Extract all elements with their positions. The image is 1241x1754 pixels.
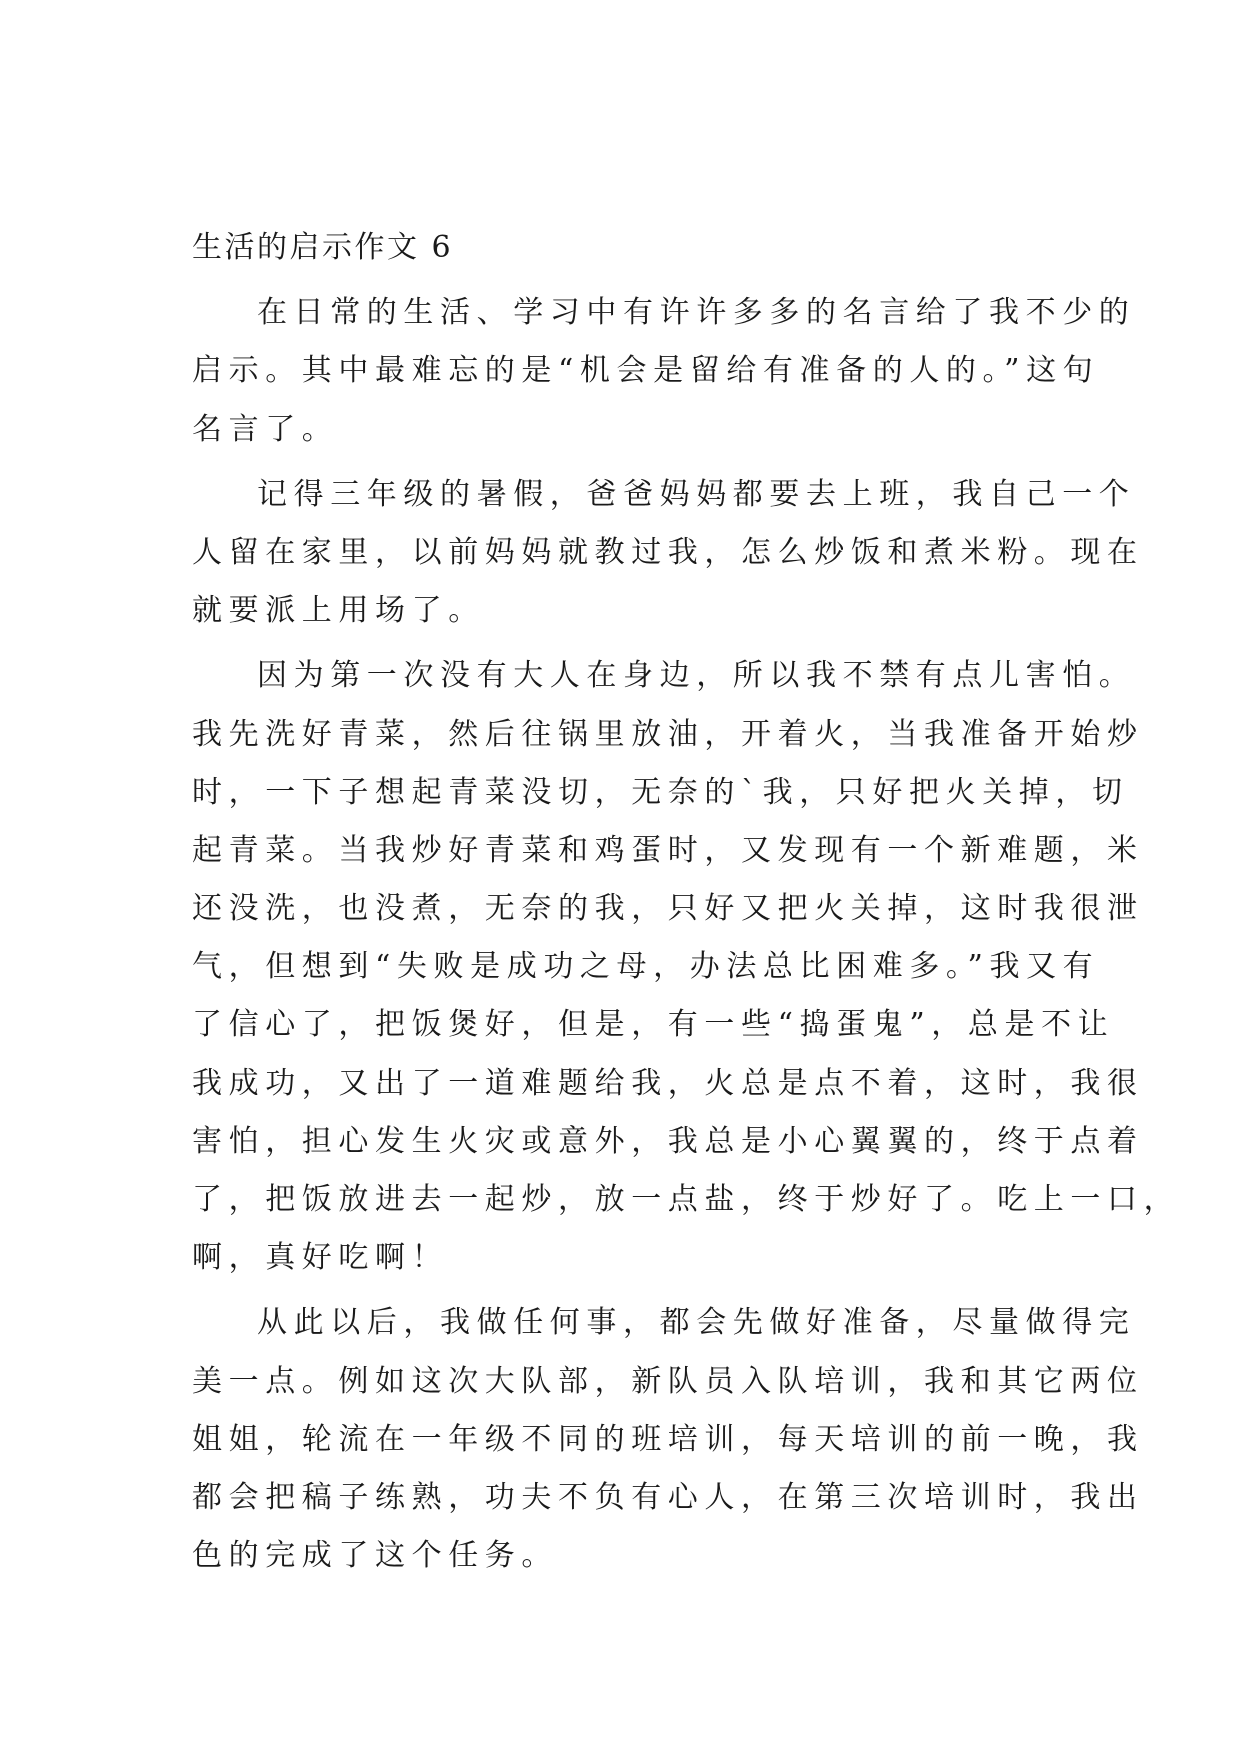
paragraph-line: 姐姐，轮流在一年级不同的班培训，每天培训的前一晚，我: [192, 1421, 1144, 1457]
paragraph-line: 啊，真好吃啊！: [192, 1240, 449, 1276]
paragraph-line: 气，但想到“失败是成功之母，办法总比困难多。”我又有: [192, 949, 1100, 985]
paragraph-4: [192, 1294, 1144, 1585]
paragraph-line: 因为第一次没有大人在身边，所以我不禁有点儿害怕。: [257, 658, 1136, 694]
paragraph-line: 害怕，担心发生火灾或意外，我总是小心翼翼的，终于点着: [192, 1123, 1144, 1159]
paragraph-line: 我成功，又出了一道难题给我，火总是点不着，这时，我很: [192, 1065, 1144, 1101]
paragraph-line: 在日常的生活、学习中有许许多多的名言给了我不少的: [257, 295, 1136, 331]
paragraph-spacer: [192, 640, 1052, 647]
paragraph-line: 色的完成了这个任务。: [192, 1538, 558, 1574]
paragraph-line: 人留在家里，以前妈妈就教过我，怎么炒饭和煮米粉。现在: [192, 534, 1144, 570]
paragraph-line: 从此以后，我做任何事，都会先做好准备，尽量做得完: [257, 1305, 1136, 1341]
paragraph-spacer: [192, 1287, 1052, 1294]
paragraph-line: 都会把稿子练熟，功夫不负有心人，在第三次培训时，我出: [192, 1479, 1144, 1515]
paragraph-line: 起青菜。当我炒好青菜和鸡蛋时，又发现有一个新难题，米: [192, 832, 1144, 868]
paragraph-line: 名言了。: [192, 411, 339, 447]
paragraph-line: 了，把饭放进去一起炒，放一点盐，终于炒好了。吃上一口，: [192, 1182, 1181, 1217]
paragraph-line: 启示。其中最难忘的是“机会是留给有准备的人的。”这句: [192, 353, 1100, 389]
paragraph-line: 了信心了，把饭煲好，但是，有一些“捣蛋鬼”，总是不让: [192, 1007, 1115, 1043]
paragraph-spacer: [192, 459, 1052, 466]
paragraph-2: [192, 466, 1144, 641]
paragraph-line: 就要派上用场了。: [192, 593, 485, 629]
paragraph-1: [192, 284, 1136, 459]
paragraph-line: 美一点。例如这次大队部，新队员入队培训，我和其它两位: [192, 1363, 1144, 1399]
paragraph-line: 时，一下子想起青菜没切，无奈的`我，只好把火关掉，切: [192, 774, 1129, 810]
document-title: 生活的启示作文 6: [192, 230, 454, 265]
paragraph-spacer: [192, 277, 1052, 284]
paragraph-line: 我先洗好青菜，然后往锅里放油，开着火，当我准备开始炒: [192, 716, 1144, 752]
paragraph-3: [192, 647, 1181, 1287]
document-body: [192, 219, 1181, 1585]
paragraph-line: 记得三年级的暑假，爸爸妈妈都要去上班，我自己一个: [257, 476, 1136, 512]
paragraph-line: 还没洗，也没煮，无奈的我，只好又把火关掉，这时我很泄: [192, 891, 1144, 927]
